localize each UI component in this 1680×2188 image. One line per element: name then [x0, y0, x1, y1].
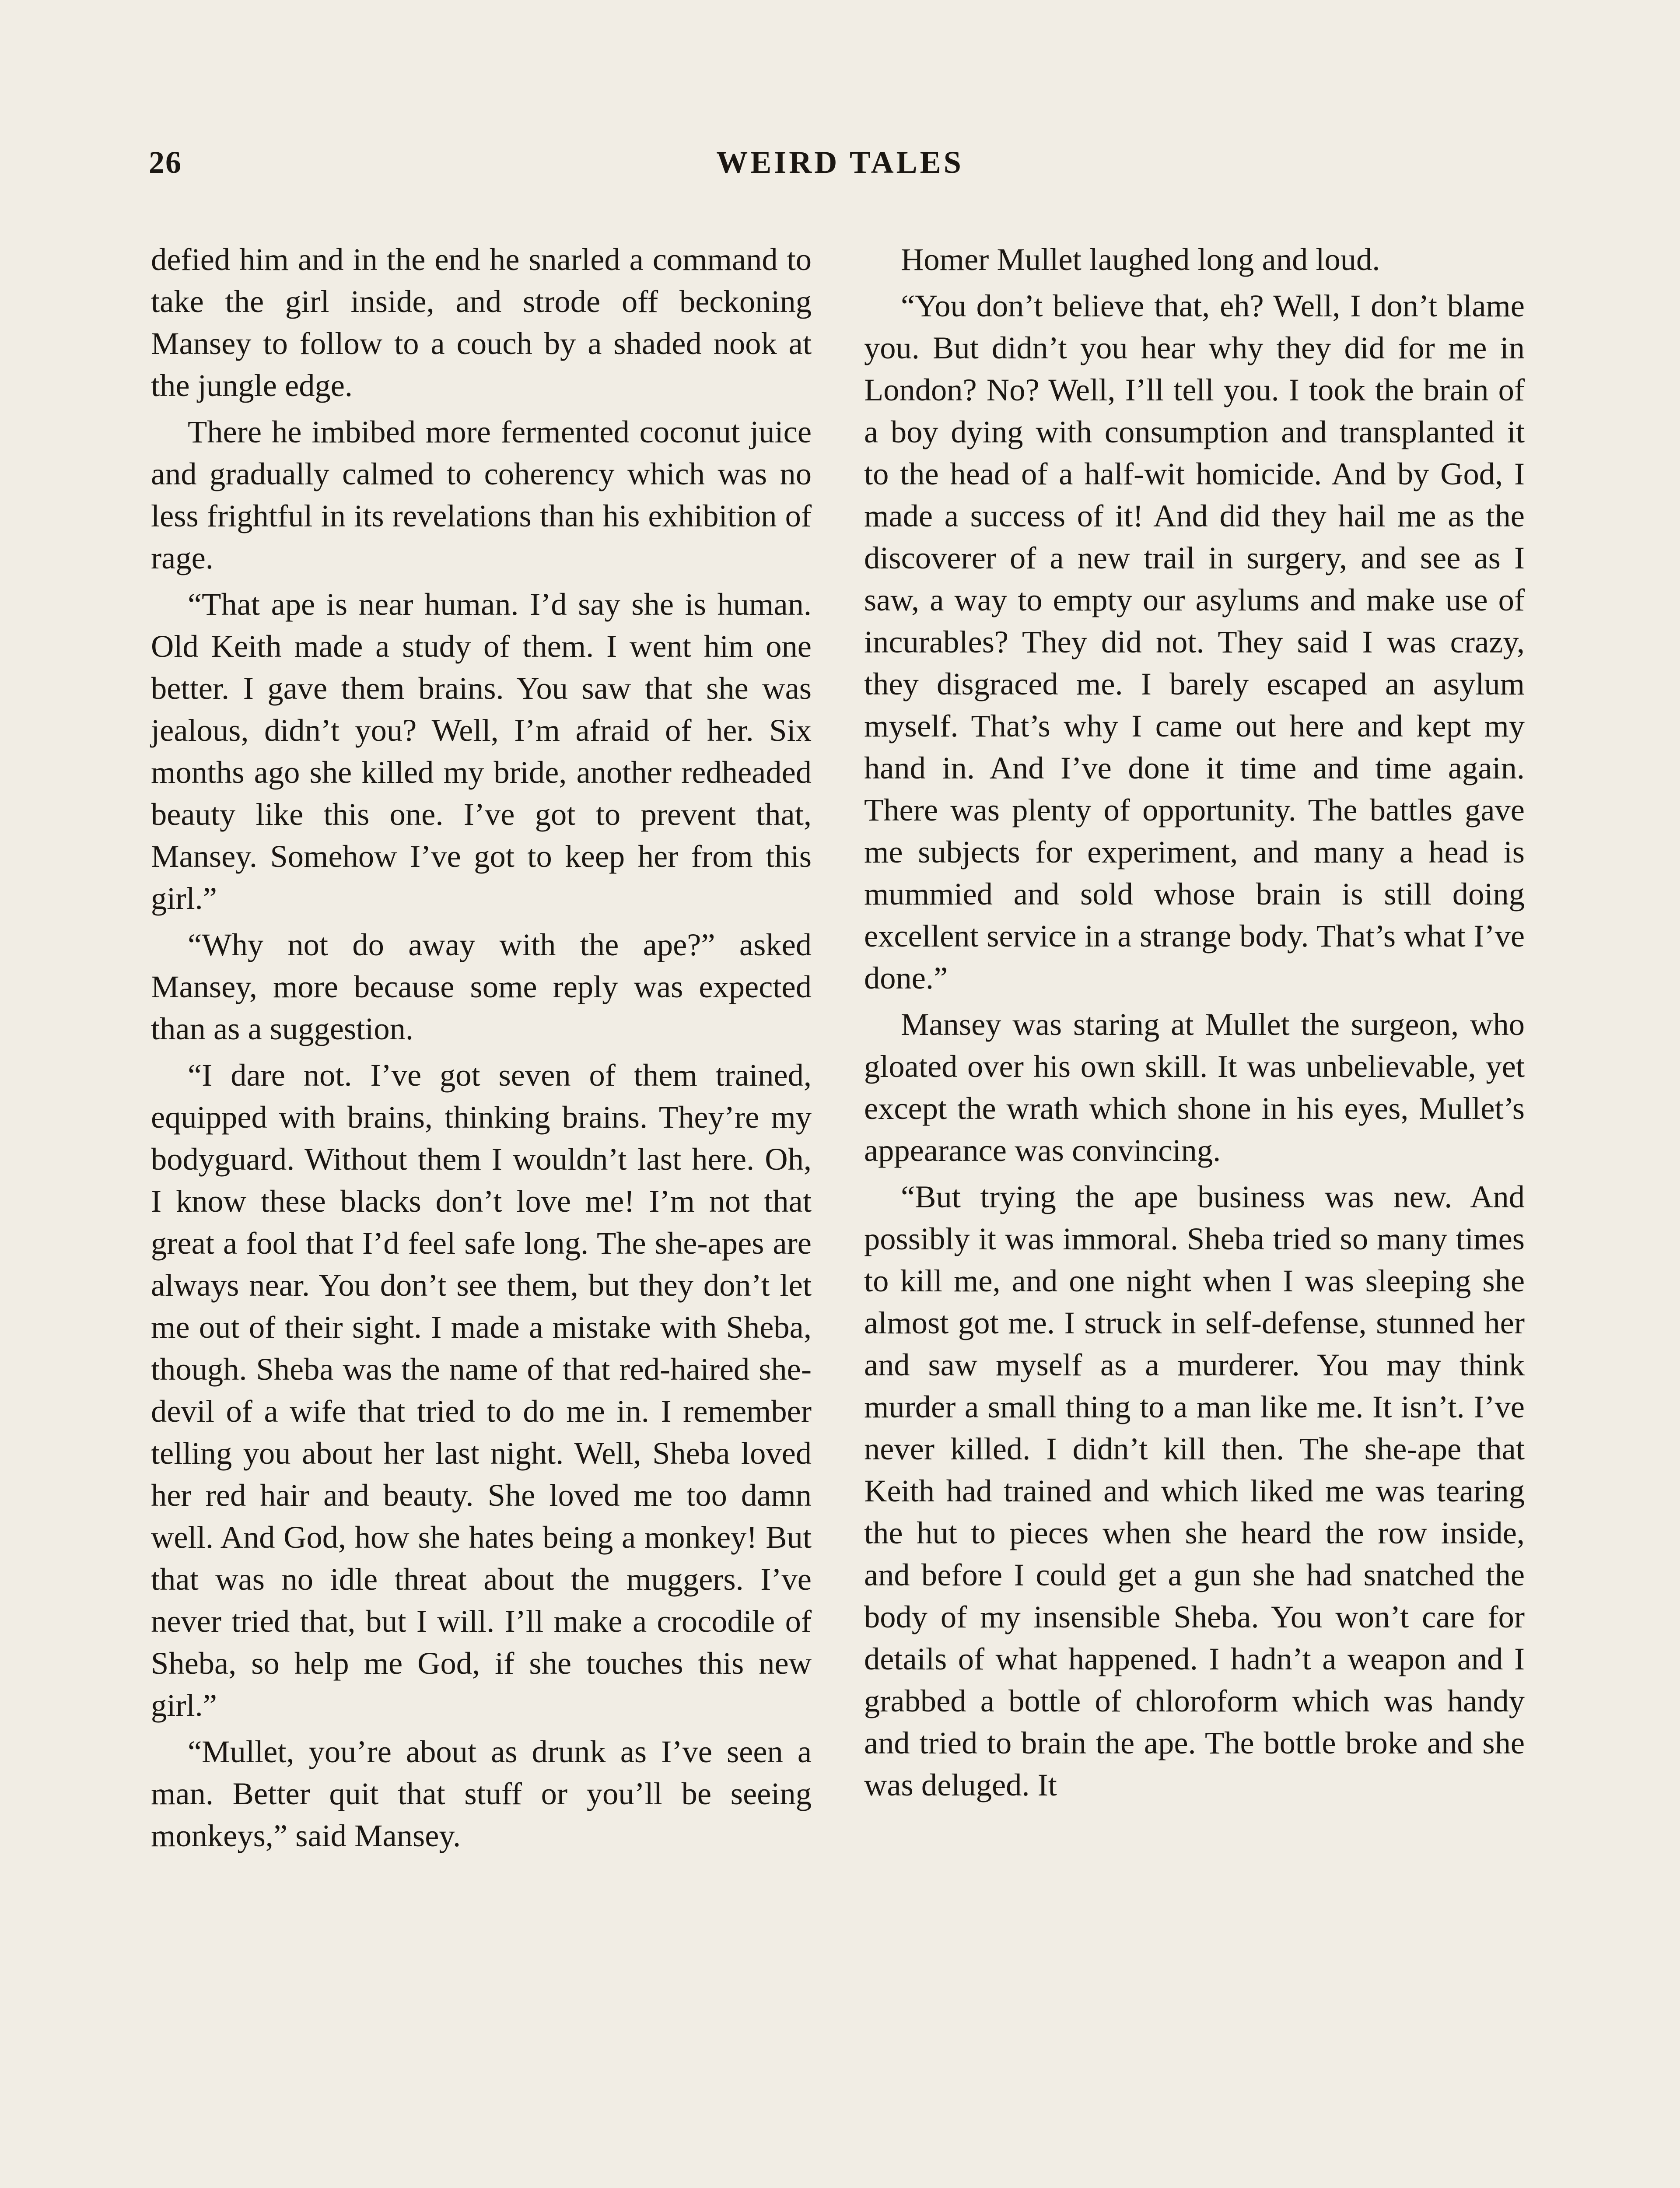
paragraph: Homer Mullet laughed long and loud.: [901, 242, 1380, 277]
paragraph: “You don’t believe that, eh? Well, I don’t blame you. But didn’t you hear why they did for me in London? No? Well, I’ll tell you. I took the brain of a boy dying with consumption and transplanted it to the head of a half-wit homicide. And by God, I made a success of it! And did they hail me as the discoverer of a new trail in surgery, and see as I saw, a way to empty our asylums and make use of incurables? They did not. They said I was crazy, they disgraced me. I barely escaped an asylum myself. That’s why I came out here and kept my hand in. And I’ve done it time and time again. There was plenty of opportunity. The battles gave me subjects for experiment, and many a head is mummied and sold whose brain is still doing excellent service in a strange body. That’s what I’ve done.”: [864, 288, 1525, 996]
right-column: [864, 238, 1525, 1810]
paragraph: “I dare not. I’ve got seven of them trained, equipped with brains, thinking brains. They’re my bodyguard. Without them I wouldn’t last here. Oh, I know these blacks don’t love me! I’m not that great a fool that I’d feel safe long. The she-apes are always near. You don’t see them, but they don’t let me out of their sight. I made a mistake with Sheba, though. Sheba was the name of that red-haired she-devil of a wife that tried to do me in. I remember telling you about her last night. Well, Sheba loved her red hair and beauty. She loved me too damn well. And God, how she hates being a monkey! But that was no idle threat about the muggers. I’ve never tried that, but I will. I’ll make a crocodile of Sheba, so help me God, if she touches this new girl.”: [151, 1057, 812, 1723]
paragraph: defied him and in the end he snarled a command to take the girl inside, and strode off beckoning Mansey to follow to a couch by a shaded nook at the jungle edge.: [151, 242, 812, 403]
paragraph: “But trying the ape business was new. And possibly it was immoral. Sheba tried so many times to kill me, and one night when I was sleeping she almost got me. I struck in self-defense, stunned her and saw myself as a murderer. You may think murder a small thing to a man like me. It isn’t. I’ve never killed. I didn’t kill then. The she-ape that Keith had trained and which liked me was tearing the hut to pieces when she heard the row inside, and before I could get a gun she had snatched the body of my insensible Sheba. You won’t care for details of what happened. I hadn’t a weapon and I grabbed a bottle of chloroform which was handy and tried to brain the ape. The bottle broke and she was deluged. It: [864, 1179, 1525, 1802]
paragraph: There he imbibed more fermented coconut juice and gradually calmed to coherency which was no less frightful in its revelations than his exhibition of rage.: [151, 414, 812, 575]
running-head: WEIRD TALES: [716, 145, 964, 180]
left-column: [151, 238, 812, 1861]
paragraph: “That ape is near human. I’d say she is human. Old Keith made a study of them. I went him one better. I gave them brains. You saw that she was jealous, didn’t you? Well, I’m afraid of her. Six months ago she killed my bride, another redheaded beauty like this one. I’ve got to prevent that, Mansey. Somehow I’ve got to keep her from this girl.”: [151, 586, 812, 916]
paragraph: “Mullet, you’re about as drunk as I’ve seen a man. Better quit that stuff or you’ll be seeing monkeys,” said Mansey.: [151, 1734, 812, 1853]
paragraph: “Why not do away with the ape?” asked Mansey, more because some reply was expected than as a suggestion.: [151, 927, 812, 1046]
page-number: 26: [149, 145, 182, 180]
page-header: [149, 144, 1531, 193]
paragraph: Mansey was staring at Mullet the surgeon, who gloated over his own skill. It was unbelievable, yet except the wrath which shone in his eyes, Mullet’s appearance was convincing.: [864, 1006, 1525, 1168]
